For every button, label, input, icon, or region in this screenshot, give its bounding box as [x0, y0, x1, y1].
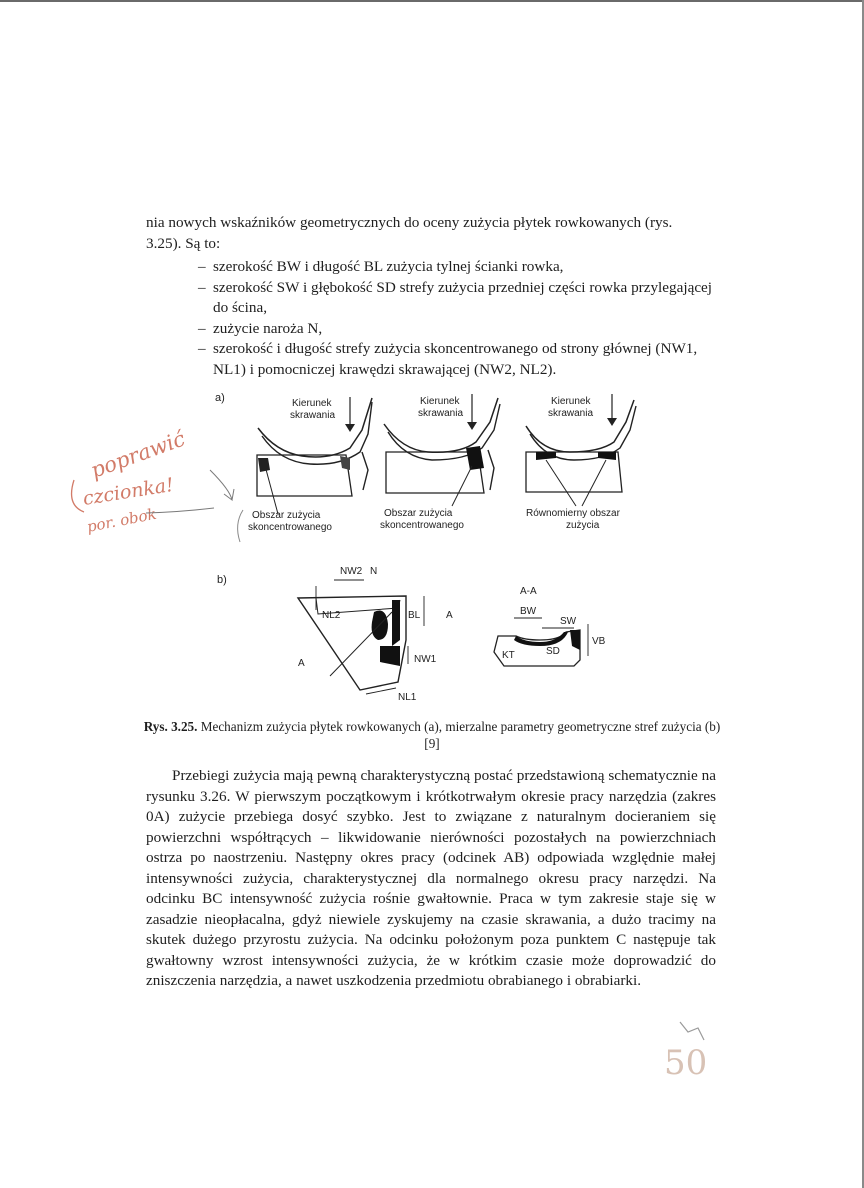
- label-nw2: NW2: [340, 566, 363, 577]
- panel-a-label: a): [215, 392, 225, 404]
- page-number: 50: [664, 1043, 708, 1083]
- list-item: – zużycie naroża N,: [146, 319, 716, 340]
- label-a-left: A: [298, 658, 305, 669]
- insert-diagram-2: [380, 394, 500, 531]
- label-vb: VB: [592, 636, 606, 647]
- label-bl: BL: [408, 610, 421, 621]
- direction-label-1b: skrawania: [290, 410, 336, 421]
- intro-line-2: 3.25). Są to:: [146, 234, 221, 252]
- zone-label-2b: skoncentrowanego: [380, 520, 464, 531]
- hand-line-3: por. obok: [85, 504, 158, 536]
- list-item: – szerokość BW i długość BL zużycia tylnej ścianki rowka,: [146, 257, 716, 278]
- figure-caption: [140, 718, 724, 752]
- label-nl2: NL2: [322, 610, 341, 621]
- list-item: – szerokość SW i głębokość SD strefy zużycia przedniej części rowka przylegającej do ścina,: [146, 278, 716, 319]
- caption-text: Mechanizm zużycia płytek rowkowanych (a), mierzalne parametry geometryczne stref zużycia (b) [9]: [200, 719, 721, 751]
- label-a-right: A: [446, 610, 453, 621]
- direction-label-3: Kierunek: [551, 396, 591, 407]
- direction-label-3b: skrawania: [548, 408, 594, 419]
- label-bw: BW: [520, 606, 537, 617]
- zone-label-1: Obszar zużycia: [252, 510, 321, 521]
- zone-label-1b: skoncentrowanego: [248, 522, 332, 533]
- label-nw1: NW1: [414, 654, 437, 665]
- intro-line-1: nia nowych wskaźników geometrycznych do oceny zużycia płytek rowkowanych (rys.: [146, 214, 673, 231]
- list-item: – szerokość i długość strefy zużycia skoncentrowanego od strony głównej (NW1, NL1) i pomocniczej krawędzi skrawającej (NW2, NL2).: [146, 339, 716, 380]
- direction-label-2b: skrawania: [418, 408, 464, 419]
- page-number-mark: [664, 1022, 707, 1083]
- insert-diagram-3: [526, 394, 636, 531]
- insert-top-view: [298, 566, 453, 703]
- label-sw: SW: [560, 616, 577, 627]
- panel-b-label: b): [217, 574, 227, 586]
- zone-label-3: Równomierny obszar: [526, 508, 620, 519]
- label-section: A-A: [520, 586, 537, 597]
- section-view-a-a: [494, 586, 606, 666]
- hand-line-2: czcionka!: [81, 473, 176, 510]
- direction-label-2: Kierunek: [420, 396, 460, 407]
- label-nl1: NL1: [398, 692, 417, 703]
- label-kt: KT: [502, 650, 515, 661]
- insert-diagram-1: [248, 397, 372, 533]
- direction-label-1: Kierunek: [292, 398, 332, 409]
- zone-label-3b: zużycia: [566, 520, 600, 531]
- zone-label-2: Obszar zużycia: [384, 508, 453, 519]
- body-paragraph: Przebiegi zużycia mają pewną charakterystyczną postać przedstawioną schematycznie na rysunku 3.26. W pierwszym początkowym i krótkotrwałym okresie pracy narzędzia (zakres 0A) zużycie przebiega dosyć szybko. Jest to związane z naturalnym docieraniem się powierzchni współtrących – likwidowanie nierówności pozostałych na powierzchniach ostrza po naostrzeniu. Następny okres pracy (odcinek AB) odpowiada względnie małej intensywności zużycia, charakterystycznej dla normalnego okresu pracy narzędzi. Na odcinku BC intensywność zużycia rośnie gwałtownie. Praca w tym zakresie staje się w zasadzie nieopłacalna, gdyż niewiele zyskujemy na czasie skrawania, a dużo tracimy na skutek dużego przyrostu zużycia. Na odcinku położonym poza punktem C następuje tak gwałtowny wzrost intensywności zużycia, że w krótkim czasie może doprowadzić do zniszczenia narzędzia, a nawet uszkodzenia przedmiotu obrabianego i obrabiarki.: [146, 767, 716, 989]
- label-n: N: [370, 566, 378, 577]
- hand-line-1: poprawić: [87, 426, 189, 483]
- handwritten-note: [72, 426, 243, 542]
- caption-label: Rys. 3.25.: [143, 719, 198, 734]
- label-sd: SD: [546, 646, 560, 657]
